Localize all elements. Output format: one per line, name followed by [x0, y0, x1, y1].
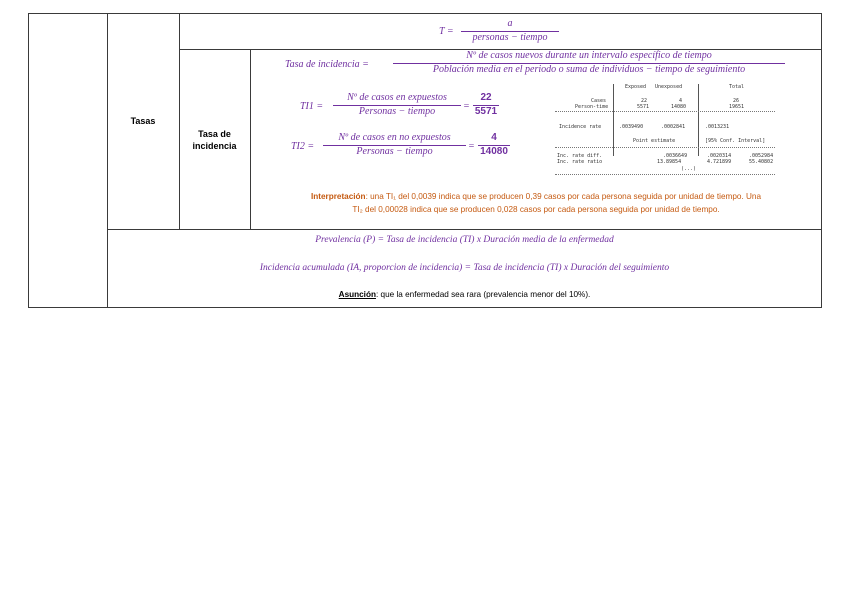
stata-row-cases-unexposed: 4 [679, 98, 683, 104]
formula-ti-lhs: Tasa de incidencia = [285, 59, 369, 70]
formula-t-fraction [461, 19, 559, 43]
row-label-tasa-incidencia-line1: Tasa de [198, 129, 231, 139]
formula-ti-denominator: Población media en el periodo o suma de individuos − tiempo de seguimiento [432, 63, 746, 75]
formula-ti1-lhs: TI1 = [300, 101, 324, 112]
formula-t-denominator: personas − tiempo [472, 31, 548, 43]
formula-ti1-value-num: 22 [480, 92, 492, 103]
asuncion [108, 290, 821, 299]
stata-output [555, 84, 813, 176]
stata-row-ir-label: Incidence rate [559, 124, 602, 130]
formula-ti2-values [478, 133, 510, 157]
formula-ti1-values [473, 93, 499, 117]
formula-ti2-numerator: Nº de casos en no expuestos [338, 132, 451, 143]
stata-est-diff-lo: .0020314 [707, 153, 732, 159]
formula-ti-fraction [393, 51, 785, 75]
formula-ti1-denominator: Personas − tiempo [358, 105, 436, 117]
stata-header-total: Total [729, 84, 745, 90]
stata-header-unexposed: Unexposed [655, 84, 683, 90]
row-label-tasas: Tasas [130, 116, 156, 126]
formula-ti2-lhs: TI2 = [291, 141, 315, 152]
formula-ti1-numerator: Nº de casos en expuestos [347, 92, 447, 103]
interpretation-line1: : una TI₁ del 0,0039 indica que se producen 0,39 casos por cada persona seguida por unidad de tiempo. Una [365, 192, 762, 201]
stata-row-cases-total: 26 [733, 98, 740, 104]
stata-row-cases-exposed: 22 [641, 98, 648, 104]
stata-ellipsis: (...) [681, 166, 697, 172]
stata-row-pt-total: 19651 [729, 104, 745, 110]
formula-ti2-denominator: Personas − tiempo [356, 145, 433, 157]
formula-ti2-eq: = [468, 141, 475, 152]
stata-row-pt-exposed: 5571 [637, 104, 650, 110]
stata-est-header-point: Point estimate [633, 138, 676, 144]
formula-ti1-eq: = [463, 101, 470, 112]
interpretation-label: Interpretación [310, 192, 366, 201]
interpretation-line2: TI₂ del 0,00028 indica que se producen 0,028 casos por cada persona seguida por unidad de tiempo. [352, 205, 720, 214]
interpretation [251, 190, 821, 216]
stata-row-ir-exposed: .0039490 [619, 124, 644, 130]
formula-incidencia-acumulada: Incidencia acumulada (IA, proporcion de incidencia) = Tasa de incidencia (TI) x Duración del seguimiento [259, 263, 670, 273]
stata-row-pt-unexposed: 14080 [671, 104, 687, 110]
formula-ti-numerator: Nº de casos nuevos durante un intervalo específico de tiempo [466, 50, 712, 61]
stata-row-cases-label: Cases [591, 98, 607, 104]
stata-est-ratio-lo: 4.721899 [707, 159, 732, 165]
stata-est-ratio-hi: 55.40802 [749, 159, 774, 165]
formula-ti2-value-num: 4 [491, 132, 497, 143]
stata-est-diff-label: Inc. rate diff. [557, 153, 603, 159]
formula-ti1-fraction [333, 93, 461, 117]
stata-row-pt-label: Person-time [575, 104, 609, 110]
formula-t-lhs: T = [439, 26, 454, 37]
formula-prevalencia: Prevalencia (P) = Tasa de incidencia (TI) x Duración media de la enfermedad [315, 235, 614, 245]
stata-est-ratio-point: 13.89854 [657, 159, 682, 165]
stata-est-diff-hi: .0052984 [749, 153, 774, 159]
stata-est-diff-point: .0036649 [663, 153, 688, 159]
formula-ti2-value-den: 14080 [480, 145, 508, 157]
stata-est-ratio-label: Inc. rate ratio [557, 159, 603, 165]
stata-est-header-ci: [95% Conf. Interval] [705, 138, 766, 144]
formula-ti1-value-den: 5571 [474, 105, 498, 117]
asuncion-label: Asunción [338, 290, 376, 299]
row-label-tasa-incidencia [179, 128, 250, 152]
row-label-tasa-incidencia-line2: incidencia [192, 141, 237, 151]
formula-t-numerator: a [507, 18, 513, 29]
formula-ti2-fraction [323, 133, 466, 157]
stata-row-ir-total: .0013231 [705, 124, 730, 130]
stata-row-ir-unexposed: .0002841 [661, 124, 686, 130]
asuncion-text: : que la enfermedad sea rara (prevalencia menor del 10%). [375, 290, 591, 299]
stata-header-exposed: Exposed [625, 84, 647, 90]
